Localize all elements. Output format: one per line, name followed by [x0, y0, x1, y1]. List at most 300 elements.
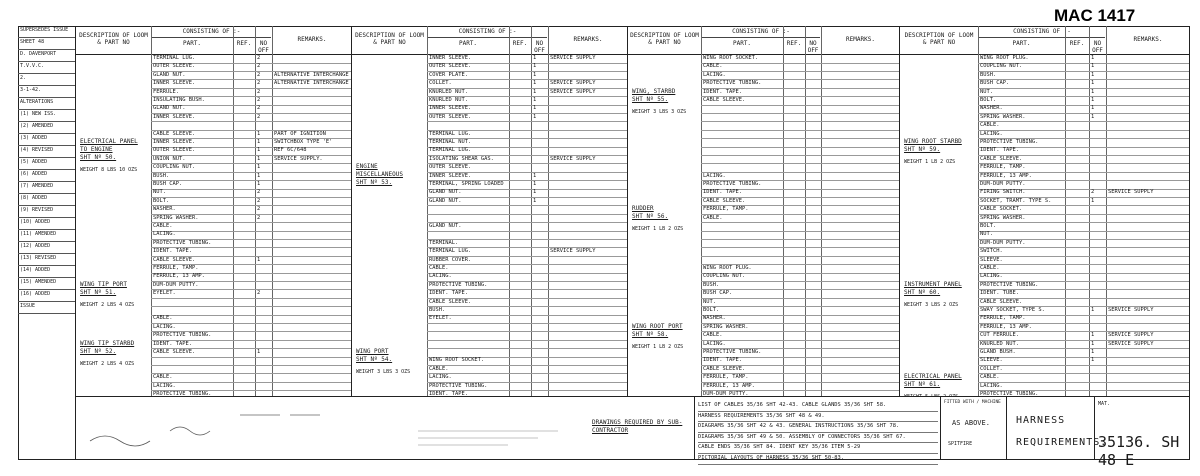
header-description: DESCRIPTION OF LOOM & PART NO [630, 32, 699, 46]
header-remarks: REMARKS. [846, 36, 875, 43]
revision-cell: (15) AMENDED [18, 278, 75, 290]
part-cell: KNURLED NUT. [980, 340, 1019, 347]
loom-group [80, 281, 147, 309]
qty-cell: 1 [257, 256, 261, 263]
part-cell: SPRING WASHER. [703, 323, 749, 330]
part-cell: LACING. [153, 323, 176, 330]
remarks-cell: SERVICE SUPPLY [550, 88, 596, 95]
qty-cell: 2 [257, 189, 261, 196]
part-cell: CABLE SOCKET. [980, 206, 1023, 213]
part-cell: LACING. [703, 71, 726, 78]
header-ref: REF. [512, 40, 528, 47]
revision-cell: 2. [18, 74, 75, 86]
part-cell: PROTECTIVE TUBING. [153, 239, 212, 246]
part-cell: DUM-DUM PUTTY. [980, 239, 1026, 246]
amendment-note [416, 425, 566, 450]
part-cell: PROTECTIVE TUBING. [153, 332, 212, 339]
part-cell: COLLET. [980, 365, 1003, 372]
panel-header [900, 26, 1189, 55]
part-cell: UNION NUT. [153, 155, 186, 162]
loom-weight: WEIGHT 8 LBS 10 OZS [80, 167, 138, 173]
revision-cell: (11) AMENDED [18, 230, 75, 242]
part-cell: CUT FERRULE. [980, 332, 1019, 339]
title-block [76, 396, 1190, 469]
loom-group [904, 373, 974, 396]
part-cell: COUPLING NUT. [980, 63, 1023, 70]
loom-name: WING TIP STARBD [80, 339, 135, 347]
part-cell: WASHER. [153, 206, 176, 213]
sheet-label: MAT. [1098, 401, 1111, 407]
part-cell: TERMINAL LUG. [429, 248, 472, 255]
revision-cell: ALTERATIONS [18, 98, 75, 110]
part-cell: CABLE. [153, 374, 173, 381]
reference-line: DIAGRAMS 35/36 SHT 42 & 43. GENERAL INSTRUCTIONS 35/36 SHT 78. [698, 422, 938, 433]
part-cell: IDENT. TAPE. [429, 290, 468, 297]
part-cell: EYELET. [153, 290, 176, 297]
part-cell: BUSH CAP. [703, 290, 733, 297]
parts-panel [628, 26, 900, 396]
header-ref: REF. [236, 40, 252, 47]
part-cell: COUPLING NUT. [703, 273, 746, 280]
revision-cell: (9) REVISED [18, 206, 75, 218]
qty-cell: 2 [257, 71, 261, 78]
qty-cell: 2 [257, 80, 261, 87]
part-cell: FERRULE, TAMP. [703, 374, 749, 381]
part-cell: NUT. [980, 88, 993, 95]
amendment-scribble [416, 425, 566, 447]
revision-cell: D. DAVENPORT [18, 50, 75, 62]
revision-cell: SUPERSEDES ISSUE [18, 26, 75, 38]
part-cell: DUM-DUM PUTTY. [153, 281, 199, 288]
reference-line: DIAGRAMS 35/36 SHT 49 & 50. ASSEMBLY OF CONNECTORS 35/36 SHT 67. [698, 433, 938, 444]
qty-cell: 1 [533, 197, 537, 204]
qty-cell: 1 [533, 97, 537, 103]
part-cell: FERRULE. [153, 88, 179, 95]
part-cell: PROTECTIVE TUBING. [153, 391, 212, 396]
part-cell: LACING. [980, 273, 1003, 280]
part-cell: TERMINAL LUG. [153, 55, 196, 61]
qty-cell: 1 [1091, 105, 1095, 112]
header-remarks: REMARKS. [1133, 36, 1163, 43]
header-part: PART. [182, 40, 202, 47]
header-qty: NO OFF [258, 40, 269, 54]
part-cell: CABLE SLEEVE. [153, 130, 196, 137]
parts-panel [352, 26, 628, 396]
revision-cell: (12) ADDED [18, 242, 75, 254]
part-cell: SPRING WASHER. [980, 113, 1026, 120]
header-qty: NO OFF [534, 40, 545, 54]
revision-strip [18, 26, 76, 460]
loom-sheet: SHT Nº 59. [904, 146, 941, 153]
part-cell: WING ROOT SOCKET. [703, 55, 759, 61]
part-cell: TERMINAL LUG. [429, 130, 472, 137]
part-cell: BOLT. [153, 197, 170, 204]
loom-weight: WEIGHT 3 LBS 3 OZS [356, 369, 411, 375]
part-cell: CABLE. [153, 223, 173, 229]
part-cell: IDENT. TAPE. [703, 189, 742, 196]
qty-cell: 1 [533, 172, 537, 179]
part-cell: IDENT. TAPE. [703, 88, 742, 95]
part-cell: IDENT. TAPE. [153, 340, 192, 347]
part-cell: NUT. [153, 189, 166, 196]
loom-sheet: SHT Nº 60. [904, 288, 941, 296]
part-cell: GLAND BUSH. [980, 349, 1016, 355]
aircraft-name: SPITFIRE [948, 441, 973, 447]
qty-cell: 1 [533, 181, 537, 187]
part-cell: GLAND NUT. [153, 71, 186, 78]
reference-line: PICTORIAL LAYOUTS OF HARNESS 35/36 SHT 50-83. [698, 454, 938, 465]
part-cell: FERRULE, TAMP. [980, 164, 1026, 171]
header-part: PART. [732, 40, 752, 47]
part-cell: CABLE SLEEVE. [703, 365, 746, 372]
loom-name: ENGINE MISCELLANEOUS [356, 163, 403, 179]
qty-cell: 1 [257, 164, 261, 171]
part-cell: PROTECTIVE TUBING. [980, 139, 1039, 145]
part-cell: FERRULE, 13 AMP. [703, 382, 755, 389]
qty-cell: 2 [257, 88, 261, 95]
part-cell: COLLET. [429, 80, 452, 87]
part-cell: NUT. [980, 231, 993, 238]
qty-cell: 1 [257, 181, 261, 187]
qty-cell: 1 [1091, 349, 1095, 355]
qty-cell: 1 [1091, 307, 1095, 313]
part-cell: PROTECTIVE TUBING. [429, 281, 488, 288]
part-cell: CABLE. [980, 265, 1000, 271]
part-cell: GLAND NUT. [429, 223, 462, 229]
remarks-cell: ALTERNATIVE INTERCHANGE [274, 71, 349, 78]
part-cell: CABLE SLEEVE. [153, 256, 196, 263]
revision-cell: T.V.V.C. [18, 62, 75, 74]
part-cell: TERMINAL. [429, 239, 459, 246]
qty-cell: 1 [1091, 332, 1095, 339]
loom-weight: WEIGHT 1 LB 2 OZS [904, 159, 956, 165]
revision-cell: (3) ADDED [18, 134, 75, 146]
document-id: MAC 1417 [1054, 6, 1136, 25]
part-cell: BUSH. [429, 307, 446, 313]
part-cell: BOLT. [703, 307, 720, 313]
part-cell: ISOLATING SHEAR GAS. [429, 155, 494, 162]
part-cell: INNER SLEEVE. [153, 139, 196, 145]
qty-cell: 1 [257, 147, 261, 154]
part-cell: LACING. [429, 273, 452, 280]
qty-cell: 1 [533, 71, 537, 78]
part-cell: CABLE. [703, 214, 723, 221]
loom-group [356, 163, 423, 187]
revision-cell: (2) AMENDED [18, 122, 75, 134]
panel-header [352, 26, 627, 55]
revision-cell: SHEET 48 [18, 38, 75, 50]
header-description: DESCRIPTION OF LOOM & PART NO [904, 32, 974, 46]
part-cell: CABLE. [980, 374, 1000, 381]
loom-sheet: SHT Nº 61. [904, 381, 941, 389]
qty-cell: 1 [1091, 97, 1095, 103]
part-cell: SPRING WASHER. [153, 214, 199, 221]
part-cell: OUTER SLEEVE. [429, 113, 472, 120]
remarks-cell: SERVICE SUPPLY [1108, 189, 1154, 196]
part-cell: OUTER SLEEVE. [153, 63, 196, 70]
part-cell: BUSH. [980, 71, 997, 78]
drawings-required: DRAWINGS REQUIRED BY SUB-CONTRACTOR [592, 419, 683, 434]
part-cell: FERRULE, TAMP. [153, 265, 199, 271]
revision-cell: (14) ADDED [18, 266, 75, 278]
fitted-label: FITTED WITH / MACHINE [944, 400, 1001, 405]
part-cell: CABLE. [703, 63, 723, 70]
parts-panel [900, 26, 1190, 396]
revision-cell: (13) REVISED [18, 254, 75, 266]
part-cell: CABLE. [429, 265, 449, 271]
loom-weight: WEIGHT 3 LBS 3 OZS [632, 108, 687, 115]
part-cell: COVER PLATE. [429, 71, 468, 78]
remarks-cell: SERVICE SUPPLY [550, 155, 596, 162]
qty-cell: 2 [257, 206, 261, 213]
remarks-cell: SERVICE SUPPLY [1108, 340, 1154, 347]
part-cell: RUBBER COVER. [429, 256, 472, 263]
qty-cell: 1 [533, 55, 537, 61]
part-cell: CABLE. [980, 122, 1000, 129]
remarks-cell: SERVICE SUPPLY [1108, 332, 1154, 339]
part-cell: INSULATING BUSH. [153, 97, 205, 103]
loom-name: ELECTRICAL PANEL TO ENGINE [80, 138, 138, 153]
part-cell: DUM-DUM PUTTY. [703, 391, 749, 396]
part-cell: FERRULE, 13 AMP. [153, 273, 205, 280]
qty-cell: 1 [533, 80, 537, 87]
part-cell: CABLE SLEEVE. [153, 349, 196, 355]
qty-cell: 1 [1091, 357, 1095, 364]
part-cell: INNER SLEEVE. [429, 105, 472, 112]
qty-cell: 1 [1091, 197, 1095, 204]
revision-cell: (7) AMENDED [18, 182, 75, 194]
part-cell: WASHER. [980, 105, 1003, 112]
remarks-cell: SWITCHBOX TYPE 'E' [274, 139, 333, 145]
part-cell: LACING. [429, 374, 452, 381]
part-cell: CABLE. [703, 332, 723, 339]
part-cell: OUTER SLEEVE. [153, 147, 196, 154]
loom-group [356, 348, 423, 376]
part-cell: WING ROOT PLUG. [980, 55, 1029, 61]
part-cell: FERRULE, 13 AMP. [980, 172, 1032, 179]
revision-cell: (4) REVISED [18, 146, 75, 158]
loom-sheet: SHT Nº 53. [356, 179, 393, 187]
revision-cell: (6) ADDED [18, 170, 75, 182]
part-cell: BUSH CAP. [980, 80, 1010, 87]
part-cell: OUTER SLEEVE. [429, 63, 472, 70]
part-cell: WASHER. [703, 315, 726, 322]
reference-list [698, 401, 938, 465]
qty-cell: 1 [1091, 80, 1095, 87]
qty-cell: 2 [257, 197, 261, 204]
qty-cell: 1 [257, 155, 261, 162]
part-cell: BUSH CAP. [153, 181, 183, 187]
loom-name: WING PORT [356, 348, 389, 355]
loom-name: RUDDER [632, 205, 654, 213]
revision-cell: (8) ADDED [18, 194, 75, 206]
loom-sheet: SHT Nº 56. [632, 213, 669, 221]
qty-cell: 2 [257, 97, 261, 103]
parts-panel [76, 26, 352, 396]
qty-cell: 1 [533, 88, 537, 95]
part-cell: LACING. [703, 172, 726, 179]
loom-group [80, 138, 147, 174]
qty-cell: 1 [533, 189, 537, 196]
header-consisting: CONSISTING OF :- [182, 28, 241, 35]
qty-cell: 1 [1091, 63, 1095, 70]
part-cell: SPRING WASHER. [980, 214, 1026, 221]
part-cell: PROTECTIVE TUBING. [703, 181, 762, 187]
remarks-cell: SERVICE SUPPLY [550, 248, 596, 255]
loom-group [632, 323, 697, 351]
part-cell: LACING. [153, 231, 176, 238]
part-cell: BOLT. [980, 97, 997, 103]
part-cell: CABLE. [429, 365, 449, 372]
reference-line: LIST OF CABLES 35/36 SHT 42-43. CABLE GLANDS 35/36 SHT 58. [698, 401, 938, 412]
loom-name: ELECTRICAL PANEL [904, 373, 962, 381]
qty-cell: 1 [257, 349, 261, 355]
part-cell: GLAND NUT. [429, 197, 462, 204]
header-qty: NO OFF [807, 40, 819, 54]
part-cell: EYELET. [429, 315, 452, 322]
qty-cell: 2 [257, 113, 261, 120]
panel-header [76, 26, 351, 55]
part-cell: TERMINAL, SPRING LOADED [429, 181, 504, 187]
header-ref: REF. [1069, 40, 1085, 47]
remarks-cell: SERVICE SUPPLY [1108, 307, 1154, 313]
qty-cell: 2 [257, 290, 261, 297]
part-cell: FIRING SWITCH. [980, 189, 1026, 196]
part-cell: BOLT. [980, 223, 997, 229]
part-cell: LACING. [980, 130, 1003, 137]
part-cell: CABLE SLEEVE. [980, 298, 1023, 305]
part-cell: LACING. [980, 382, 1003, 389]
header-consisting: CONSISTING OF :- [458, 28, 517, 35]
part-cell: PROTECTIVE TUBING. [980, 281, 1039, 288]
part-cell: BUSH. [703, 281, 720, 288]
part-cell: PROTECTIVE TUBING. [980, 391, 1039, 396]
part-cell: INNER SLEEVE. [429, 55, 472, 61]
part-cell: CABLE. [153, 315, 173, 322]
part-cell: KNURLED NUT. [429, 97, 468, 103]
qty-cell: 1 [533, 113, 537, 120]
loom-group [632, 88, 697, 116]
qty-cell: 2 [1091, 189, 1095, 196]
panel-header [628, 26, 899, 55]
loom-sheet: SHT Nº 51. [80, 288, 117, 296]
part-cell: NUT. [703, 298, 716, 305]
part-cell: PROTECTIVE TUBING. [429, 382, 488, 389]
header-qty: NO OFF [1092, 40, 1103, 54]
title-harness: HARNESS [1016, 415, 1066, 426]
sheet-number: 35136. SH 48 E [1098, 433, 1180, 469]
loom-sheet: SHT Nº 58. [632, 330, 669, 338]
part-cell: DUM-DUM PUTTY. [980, 181, 1026, 187]
header-description: DESCRIPTION OF LOOM & PART NO [79, 32, 148, 46]
remarks-cell: ALTERNATIVE INTERCHANGE [274, 80, 349, 87]
reference-line: HARNESS REQUIREMENTS 35/36 SHT 48 & 49. [698, 412, 938, 423]
loom-sheet: SHT Nº 52. [80, 347, 117, 355]
loom-weight: WEIGHT 2 LBS 4 OZS [80, 360, 135, 367]
loom-group [80, 340, 147, 368]
part-cell: OUTER SLEEVE. [429, 164, 472, 171]
qty-cell: 2 [257, 55, 261, 61]
part-cell: CABLE SLEEVE. [703, 197, 746, 204]
qty-cell: 2 [257, 214, 261, 221]
header-consisting: CONSISTING OF :- [732, 28, 790, 35]
part-cell: INNER SLEEVE. [429, 172, 472, 179]
part-cell: WING ROOT SOCKET. [429, 357, 485, 364]
remarks-cell: PART OF IGNITION [274, 130, 326, 137]
part-cell: SWITCH. [980, 248, 1003, 255]
revision-cell: ISSUE [18, 302, 75, 314]
loom-name: WING, STARBD [632, 87, 676, 95]
loom-weight: WEIGHT 2 LBS 4 OZS [80, 301, 135, 308]
revision-cell: (1) NEW ISS. [18, 110, 75, 122]
part-cell: SLEEVE. [980, 256, 1003, 263]
part-cell: SLEEVE. [980, 357, 1003, 364]
qty-cell: 1 [1091, 88, 1095, 95]
revision-cell: (5) ADDED [18, 158, 75, 170]
signature-notes [80, 401, 350, 457]
part-cell: IDENT. TAPE. [153, 248, 192, 255]
qty-cell: 1 [1091, 113, 1095, 120]
loom-weight: WEIGHT 3 LBS 2 OZS [904, 301, 959, 308]
part-cell: INNER SLEEVE. [153, 80, 196, 87]
loom-weight: WEIGHT 1 LB 2 OZS [632, 226, 684, 233]
header-ref: REF. [786, 40, 802, 47]
as-above-text: AS ABOVE. [952, 419, 990, 427]
remarks-cell: REF 6C/648 [274, 147, 307, 154]
reference-line: CABLE ENDS 35/36 SHT 84. IDENT KEY 35/36 ITEM 5-29 [698, 443, 938, 454]
part-cell: SWAY SOCKET, TYPE S. [980, 307, 1045, 313]
part-cell: GLAND NUT. [429, 189, 462, 196]
part-cell: IDENT. TAPE. [703, 357, 742, 364]
qty-cell: 1 [1091, 55, 1095, 61]
part-cell: IDENT. TAPE. [429, 391, 468, 396]
qty-cell: 1 [533, 105, 537, 112]
qty-cell: 1 [1091, 340, 1095, 347]
loom-weight: WEIGHT 1 LB 2 OZS [632, 343, 684, 350]
qty-cell: 1 [533, 63, 537, 70]
loom-group [632, 205, 697, 233]
part-cell: INNER SLEEVE. [153, 113, 196, 120]
part-cell: LACING. [703, 340, 726, 347]
part-cell: WING ROOT PLUG. [703, 265, 752, 271]
part-cell: COUPLING NUT. [153, 164, 196, 171]
qty-cell: 1 [257, 139, 261, 145]
part-cell: BUSH. [153, 172, 170, 179]
loom-name: WING TIP PORT [80, 280, 127, 288]
qty-cell: 2 [257, 105, 261, 112]
remarks-cell: SERVICE SUPPLY [550, 55, 596, 61]
header-part: PART. [1012, 40, 1031, 47]
remarks-cell: SERVICE SUPPLY. [274, 155, 323, 162]
revision-cell: (16) ADDED [18, 290, 75, 302]
loom-sheet: SHT Nº 50. [80, 154, 117, 161]
remarks-cell: SERVICE SUPPLY [550, 80, 596, 87]
revision-cell: (10) ADDED [18, 218, 75, 230]
header-consisting: CONSISTING OF :- [1013, 28, 1071, 35]
qty-cell: 1 [257, 130, 261, 137]
loom-group [904, 138, 974, 166]
part-cell: PROTECTIVE TUBING. [703, 80, 762, 87]
qty-cell: 1 [257, 172, 261, 179]
loom-name: INSTRUMENT PANEL [904, 280, 962, 288]
revision-cell: 3-1-42. [18, 86, 75, 98]
part-cell: IDENT. TUBE. [980, 290, 1019, 297]
qty-cell: 2 [257, 63, 261, 70]
qty-cell: 1 [1091, 71, 1095, 78]
header-remarks: REMARKS. [297, 36, 327, 43]
part-cell: TERMINAL LUG. [429, 147, 472, 154]
part-cell: FERRULE, TAMP. [980, 315, 1026, 322]
